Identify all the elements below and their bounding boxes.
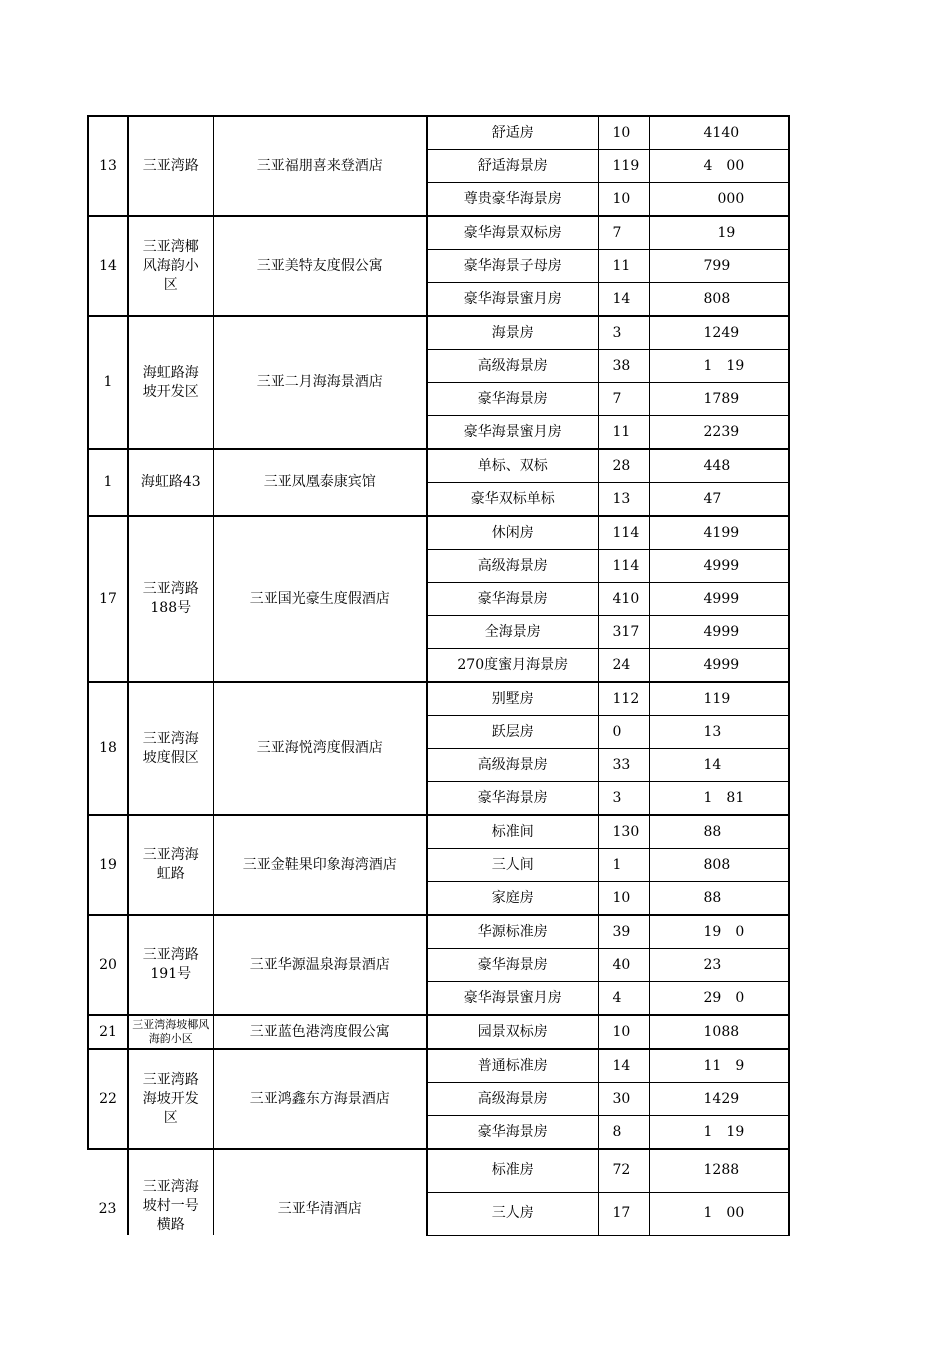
row-number: 21 (88, 1015, 128, 1049)
room-count-cell: 30 (598, 1083, 649, 1116)
room-type-cell: 华源标准房 (427, 915, 598, 949)
hotel-name-cell: 三亚鸿鑫东方海景酒店 (213, 1049, 427, 1149)
room-price-cell: 808 (649, 849, 789, 882)
room-price-cell: 119 (649, 682, 789, 716)
location-cell: 三亚湾海坡椰风海韵小区 (128, 1015, 213, 1049)
room-price-cell: 1 81 (649, 782, 789, 816)
room-type-cell: 高级海景房 (427, 350, 598, 383)
table-row (88, 682, 789, 716)
room-type-cell: 尊贵豪华海景房 (427, 183, 598, 217)
room-type-cell: 三人房 (427, 1192, 598, 1235)
room-price-cell: 1288 (649, 1149, 789, 1192)
room-price-cell: 14 (649, 749, 789, 782)
room-count-cell: 10 (598, 882, 649, 916)
room-price-cell: 1088 (649, 1015, 789, 1049)
room-type-cell: 270度蜜月海景房 (427, 649, 598, 683)
room-count-cell: 3 (598, 316, 649, 350)
room-price-cell: 1429 (649, 1083, 789, 1116)
room-type-cell: 豪华双标单标 (427, 483, 598, 517)
location-cell: 三亚湾海坡度假区 (128, 682, 213, 815)
room-count-cell: 10 (598, 116, 649, 150)
room-count-cell: 39 (598, 915, 649, 949)
room-count-cell: 7 (598, 383, 649, 416)
room-count-cell: 17 (598, 1192, 649, 1235)
hotel-name-cell: 三亚美特友度假公寓 (213, 216, 427, 316)
hotel-name-cell: 三亚福朋喜来登酒店 (213, 116, 427, 216)
room-count-cell: 33 (598, 749, 649, 782)
room-type-cell: 休闲房 (427, 516, 598, 550)
hotel-name-cell: 三亚国光豪生度假酒店 (213, 516, 427, 682)
room-type-cell: 豪华海景蜜月房 (427, 283, 598, 317)
table-row (88, 1149, 789, 1192)
room-type-cell: 豪华海景房 (427, 1116, 598, 1150)
room-type-cell: 豪华海景蜜月房 (427, 982, 598, 1016)
room-type-cell: 海景房 (427, 316, 598, 350)
room-price-cell: 1249 (649, 316, 789, 350)
room-price-cell: 4999 (649, 550, 789, 583)
room-price-cell: 808 (649, 283, 789, 317)
room-price-cell: 13 (649, 716, 789, 749)
row-number: 22 (88, 1049, 128, 1149)
room-price-cell: 88 (649, 882, 789, 916)
row-number: 1 (88, 316, 128, 449)
row-number: 20 (88, 915, 128, 1015)
location-cell: 三亚湾椰风海韵小区 (128, 216, 213, 316)
room-type-cell: 高级海景房 (427, 749, 598, 782)
room-price-cell: 29 0 (649, 982, 789, 1016)
room-count-cell: 40 (598, 949, 649, 982)
hotel-name-cell: 三亚华清酒店 (213, 1149, 427, 1235)
hotel-name-cell: 三亚海悦湾度假酒店 (213, 682, 427, 815)
room-type-cell: 单标、双标 (427, 449, 598, 483)
room-count-cell: 7 (598, 216, 649, 250)
room-count-cell: 317 (598, 616, 649, 649)
room-price-cell: 19 0 (649, 915, 789, 949)
location-cell: 三亚湾路191号 (128, 915, 213, 1015)
room-count-cell: 410 (598, 583, 649, 616)
hotel-name-cell: 三亚华源温泉海景酒店 (213, 915, 427, 1015)
hotel-name-cell: 三亚金鞋果印象海湾酒店 (213, 815, 427, 915)
hotel-name-cell: 三亚蓝色港湾度假公寓 (213, 1015, 427, 1049)
table-row (88, 1049, 789, 1083)
room-price-cell: 2239 (649, 416, 789, 450)
room-price-cell: 1 19 (649, 1116, 789, 1150)
room-count-cell: 11 (598, 250, 649, 283)
room-type-cell: 标准房 (427, 1149, 598, 1192)
room-price-cell: 23 (649, 949, 789, 982)
room-price-cell: 4 00 (649, 150, 789, 183)
room-price-cell: 47 (649, 483, 789, 517)
room-price-cell: 4140 (649, 116, 789, 150)
table-row (88, 516, 789, 550)
table-row (88, 216, 789, 250)
room-price-cell: 1789 (649, 383, 789, 416)
table-row (88, 815, 789, 849)
hotel-name-cell: 三亚凤凰泰康宾馆 (213, 449, 427, 516)
location-cell: 三亚湾路海坡开发区 (128, 1049, 213, 1149)
table-row (88, 1015, 789, 1049)
room-type-cell: 豪华海景房 (427, 383, 598, 416)
row-number: 13 (88, 116, 128, 216)
hotel-name-cell: 三亚二月海海景酒店 (213, 316, 427, 449)
location-cell: 海虹路海坡开发区 (128, 316, 213, 449)
room-count-cell: 119 (598, 150, 649, 183)
location-cell: 三亚湾海虹路 (128, 815, 213, 915)
room-count-cell: 0 (598, 716, 649, 749)
room-count-cell: 130 (598, 815, 649, 849)
room-count-cell: 10 (598, 1015, 649, 1049)
room-price-cell: 4999 (649, 583, 789, 616)
location-cell: 海虹路43 (128, 449, 213, 516)
room-count-cell: 10 (598, 183, 649, 217)
room-price-cell: 448 (649, 449, 789, 483)
room-count-cell: 24 (598, 649, 649, 683)
room-count-cell: 1 (598, 849, 649, 882)
room-count-cell: 14 (598, 1049, 649, 1083)
table-row (88, 116, 789, 150)
room-type-cell: 园景双标房 (427, 1015, 598, 1049)
room-price-cell: 799 (649, 250, 789, 283)
room-type-cell: 舒适海景房 (427, 150, 598, 183)
room-count-cell: 38 (598, 350, 649, 383)
room-count-cell: 114 (598, 550, 649, 583)
room-type-cell: 豪华海景房 (427, 583, 598, 616)
room-price-cell: 11 9 (649, 1049, 789, 1083)
room-price-cell: 1 19 (649, 350, 789, 383)
room-count-cell: 114 (598, 516, 649, 550)
room-type-cell: 豪华海景房 (427, 782, 598, 816)
row-number: 17 (88, 516, 128, 682)
room-price-cell: 4999 (649, 616, 789, 649)
row-number: 1 (88, 449, 128, 516)
room-type-cell: 豪华海景双标房 (427, 216, 598, 250)
room-type-cell: 豪华海景房 (427, 949, 598, 982)
room-type-cell: 豪华海景蜜月房 (427, 416, 598, 450)
room-count-cell: 72 (598, 1149, 649, 1192)
location-cell: 三亚湾海坡村一号横路 (128, 1149, 213, 1235)
room-type-cell: 全海景房 (427, 616, 598, 649)
hotel-table (87, 115, 790, 1235)
room-type-cell: 舒适房 (427, 116, 598, 150)
room-type-cell: 普通标准房 (427, 1049, 598, 1083)
room-price-cell: 88 (649, 815, 789, 849)
room-count-cell: 14 (598, 283, 649, 317)
room-count-cell: 13 (598, 483, 649, 517)
room-count-cell: 112 (598, 682, 649, 716)
location-cell: 三亚湾路188号 (128, 516, 213, 682)
room-type-cell: 高级海景房 (427, 1083, 598, 1116)
room-count-cell: 3 (598, 782, 649, 816)
room-price-cell: 4199 (649, 516, 789, 550)
room-type-cell: 跃层房 (427, 716, 598, 749)
row-number: 14 (88, 216, 128, 316)
room-type-cell: 豪华海景子母房 (427, 250, 598, 283)
room-count-cell: 8 (598, 1116, 649, 1150)
room-type-cell: 高级海景房 (427, 550, 598, 583)
table-row (88, 316, 789, 350)
location-cell: 三亚湾路 (128, 116, 213, 216)
room-price-cell: 4999 (649, 649, 789, 683)
room-price-cell: 1 00 (649, 1192, 789, 1235)
row-number: 19 (88, 815, 128, 915)
row-number: 23 (88, 1149, 128, 1235)
room-type-cell: 家庭房 (427, 882, 598, 916)
room-type-cell: 三人间 (427, 849, 598, 882)
room-count-cell: 11 (598, 416, 649, 450)
room-price-cell: 19 (649, 216, 789, 250)
table-row (88, 449, 789, 483)
room-type-cell: 标准间 (427, 815, 598, 849)
room-count-cell: 4 (598, 982, 649, 1016)
room-price-cell: 000 (649, 183, 789, 217)
row-number: 18 (88, 682, 128, 815)
table-row (88, 915, 789, 949)
room-count-cell: 28 (598, 449, 649, 483)
room-type-cell: 别墅房 (427, 682, 598, 716)
